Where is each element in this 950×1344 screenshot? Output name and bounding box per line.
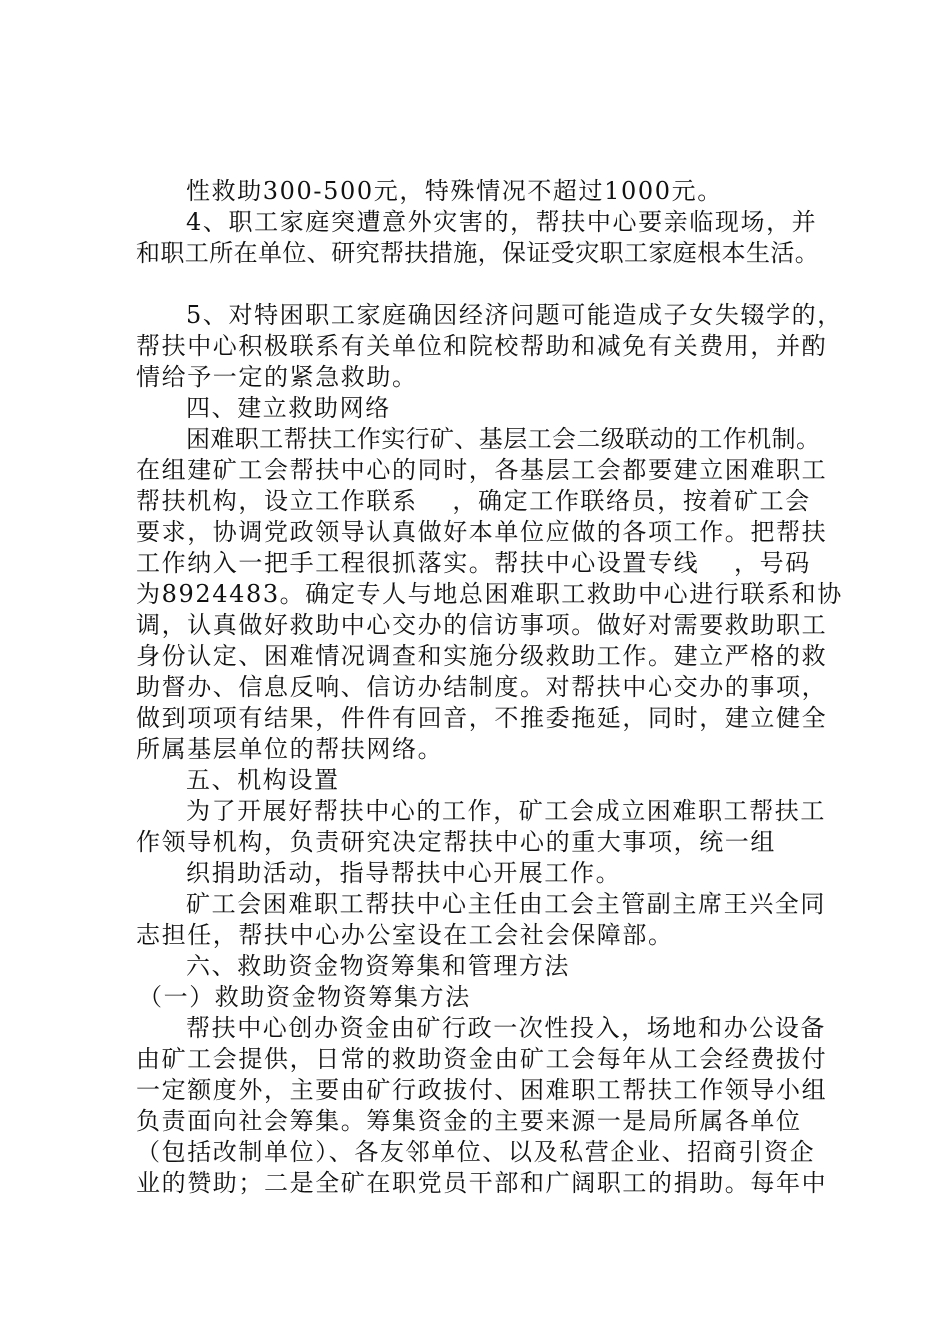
text-line: 身份认定、困难情况调查和实施分级救助工作。建立严格的救 (136, 642, 828, 670)
text-line: 作领导机构，负责研究决定帮扶中心的重大事项，统一组 (136, 828, 776, 856)
text-line: 业的赞助；二是全矿在职党员干部和广阔职工的捐助。每年中 (136, 1169, 828, 1197)
text-line: 在组建矿工会帮扶中心的同时，各基层工会都要建立困难职工 (136, 456, 828, 484)
text-line: 4、职工家庭突遭意外灾害的，帮扶中心要亲临现场，并 (186, 208, 818, 236)
text-line: 性救助300-500元，特殊情况不超过1000元。 (186, 177, 723, 205)
text-line: 为8924483。确定专人与地总困难职工救助中心进行联系和协 (136, 580, 843, 608)
text-line: （包括改制单位）、各友邻单位、以及私营企业、招商引资企 (136, 1138, 816, 1166)
text-line: 志担任，帮扶中心办公室设在工会社会保障部。 (136, 921, 674, 949)
text-line: 做到项项有结果，件件有回音，不推委拖延，同时，建立健全 (136, 704, 828, 732)
text-line: 由矿工会提供，日常的救助资金由矿工会每年从工会经费拔付 (136, 1045, 828, 1073)
text-line: 帮扶中心积极联系有关单位和院校帮助和减免有关费用，并酌 (136, 332, 828, 360)
text-line: 要求，协调党政领导认真做好本单位应做的各项工作。把帮扶 (136, 518, 828, 546)
text-line: 助督办、信息反响、信访办结制度。对帮扶中心交办的事项， (136, 673, 828, 701)
text-line: 和职工所在单位、研究帮扶措施，保证受灾职工家庭根本生活。 (136, 239, 820, 267)
text-line: 5、对特困职工家庭确因经济问题可能造成子女失辍学的， (186, 301, 843, 329)
text-line: 一定额度外，主要由矿行政拔付、困难职工帮扶工作领导小组 (136, 1076, 828, 1104)
text-line: 织捐助活动，指导帮扶中心开展工作。 (186, 859, 622, 887)
text-line: 帮扶中心创办资金由矿行政一次性投入，场地和办公设备 (186, 1014, 826, 1042)
text-line: 工作纳入一把手工程很抓落实。帮扶中心设置专线 ，号码 (136, 549, 811, 577)
section-heading: 六、救助资金物资筹集和管理方法 (186, 952, 570, 980)
text-line: 为了开展好帮扶中心的工作，矿工会成立困难职工帮扶工 (186, 797, 826, 825)
text-line: 矿工会困难职工帮扶中心主任由工会主管副主席王兴全同 (186, 890, 826, 918)
text-line: 负责面向社会筹集。筹集资金的主要来源一是局所属各单位 (136, 1107, 802, 1135)
text-line: 情给予一定的紧急救助。 (136, 363, 418, 391)
subsection-heading: （一）救助资金物资筹集方法 (138, 983, 471, 1011)
section-heading: 五、机构设置 (186, 766, 340, 794)
text-line: 调，认真做好救助中心交办的信访事项。做好对需要救助职工 (136, 611, 828, 639)
text-line: 所属基层单位的帮扶网络。 (136, 735, 444, 763)
section-heading: 四、建立救助网络 (186, 394, 391, 422)
text-line: 帮扶机构，设立工作联系 ，确定工作联络员，按着矿工会 (136, 487, 811, 515)
text-line: 困难职工帮扶工作实行矿、基层工会二级联动的工作机制。 (186, 425, 821, 453)
